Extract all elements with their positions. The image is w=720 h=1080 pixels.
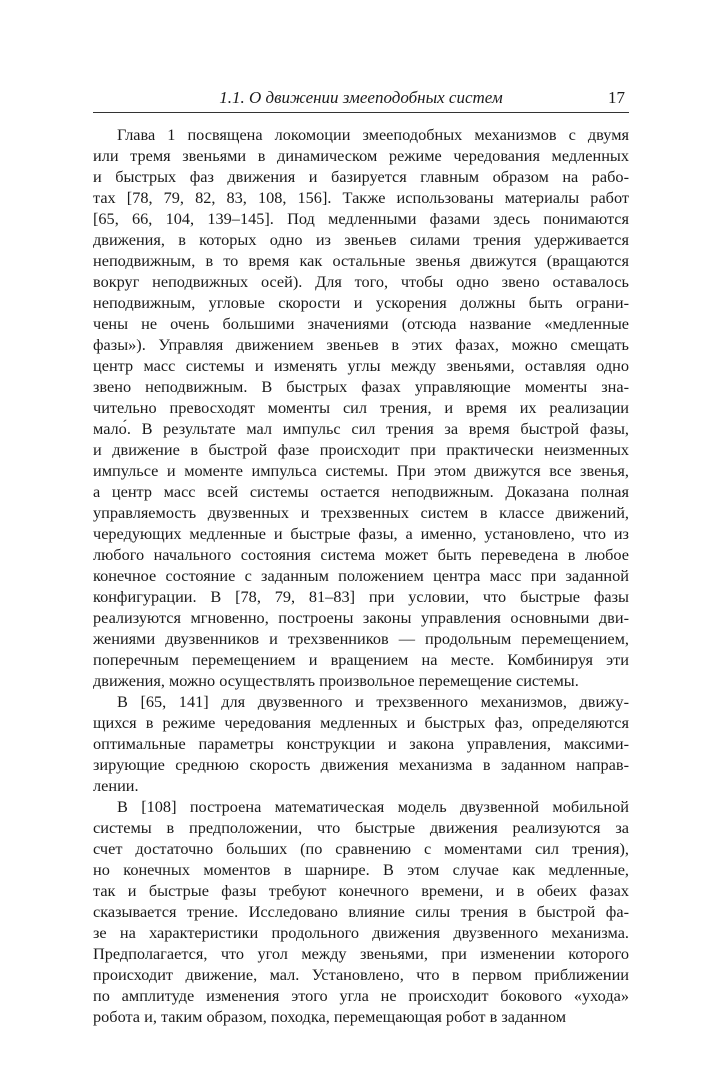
text-line: счет достаточно больших (по сравнению с моментами сил трения),	[93, 839, 629, 858]
text-line: реализуются мгновенно, построены законы управления основными дви-	[93, 608, 629, 627]
text-line: конечное состояние с заданным положением центра масс при заданной	[93, 566, 629, 585]
text-line: по амплитуде изменения этого угла не происходит бокового «ухода»	[93, 986, 629, 1005]
body-text	[93, 124, 629, 1027]
text-line: чередующих медленные и быстрые фазы, а именно, установлено, что из	[93, 524, 629, 543]
text-line: сказывается трение. Исследовано влияние силы трения в быстрой фа-	[93, 902, 629, 921]
text-line: зирующие среднюю скорость движения механизма в заданном направ-	[93, 755, 629, 774]
text-line: фазы»). Управляя движением звеньев в этих фазах, можно смещать	[93, 335, 629, 354]
text-line: вокруг неподвижных осей). Для того, чтобы одно звено оставалось	[93, 272, 629, 291]
text-line: щихся в режиме чередования медленных и быстрых фаз, определяются	[93, 713, 629, 732]
paragraph	[93, 691, 629, 796]
text-line: любого начального состояния система может быть переведена в любое	[93, 545, 629, 564]
text-line: системы в предположении, что быстрые движения реализуются за	[93, 818, 629, 837]
text-line: [65, 66, 104, 139–145]. Под медленными фазами здесь понимаются	[93, 209, 629, 228]
text-line: тах [78, 79, 82, 83, 108, 156]. Также использованы материалы работ	[93, 188, 629, 207]
text-line: мало́. В результате мал импульс сил трения за время быстрой фазы,	[93, 419, 629, 438]
text-line: зе на характеристики продольного движения двузвенного механизма.	[93, 923, 629, 942]
text-line: неподвижным, в то время как остальные звенья движутся (вращаются	[93, 251, 629, 270]
text-line: Глава 1 посвящена локомоции змееподобных механизмов с двумя	[117, 125, 629, 144]
text-line: но конечных моментов в шарнире. В этом случае как медленные,	[93, 860, 629, 879]
running-title: 1.1. О движении змееподобных систем	[219, 88, 503, 107]
text-line: В [108] построена математическая модель двузвенной мобильной	[117, 797, 629, 816]
page-number: 17	[608, 88, 625, 107]
text-line: чительно превосходят моменты сил трения, и время их реализации	[93, 398, 629, 417]
text-line: и быстрых фаз движения и базируется главным образом на рабо-	[93, 167, 629, 186]
text-line: Предполагается, что угол между звеньями, при изменении которого	[93, 944, 629, 963]
paragraph	[93, 124, 629, 691]
running-header	[93, 86, 629, 113]
text-line: управляемость двузвенных и трехзвенных систем в классе движений,	[93, 503, 629, 522]
text-line: так и быстрые фазы требуют конечного времени, и в обеих фазах	[93, 881, 629, 900]
text-line: В [65, 141] для двузвенного и трехзвенного механизмов, движу-	[117, 692, 629, 711]
text-line: происходит движение, мал. Установлено, что в первом приближении	[93, 965, 629, 984]
text-line: движения, в которых одно из звеньев силами трения удерживается	[93, 230, 629, 249]
text-line: центр масс системы и изменять углы между звеньями, оставляя одно	[93, 356, 629, 375]
text-line: лении.	[93, 776, 139, 795]
text-line: а центр масс всей системы остается неподвижным. Доказана полная	[93, 482, 629, 501]
text-line: звено неподвижным. В быстрых фазах управляющие моменты зна-	[93, 377, 629, 396]
paragraph	[93, 796, 629, 1027]
text-line: жениями двузвенников и трехзвенников — продольным перемещением,	[93, 629, 629, 648]
text-line: поперечным перемещением и вращением на месте. Комбинируя эти	[93, 650, 629, 669]
text-line: оптимальные параметры конструкции и закона управления, максими-	[93, 734, 629, 753]
text-line: импульсе и моменте импульса системы. При этом движутся все звенья,	[93, 461, 629, 480]
text-line: чены не очень большими значениями (отсюда название «медленные	[93, 314, 629, 333]
text-line: или тремя звеньями в динамическом режиме чередования медленных	[93, 146, 629, 165]
text-line: движения, можно осуществлять произвольное перемещение системы.	[93, 671, 579, 690]
text-line: конфигурации. В [78, 79, 81–83] при условии, что быстрые фазы	[93, 587, 629, 606]
text-line: и движение в быстрой фазе происходит при практически неизменных	[93, 440, 629, 459]
text-line: робота и, таким образом, походка, перемещающая робот в заданном	[93, 1007, 567, 1026]
text-line: неподвижным, угловые скорости и ускорения должны быть ограни-	[93, 293, 629, 312]
